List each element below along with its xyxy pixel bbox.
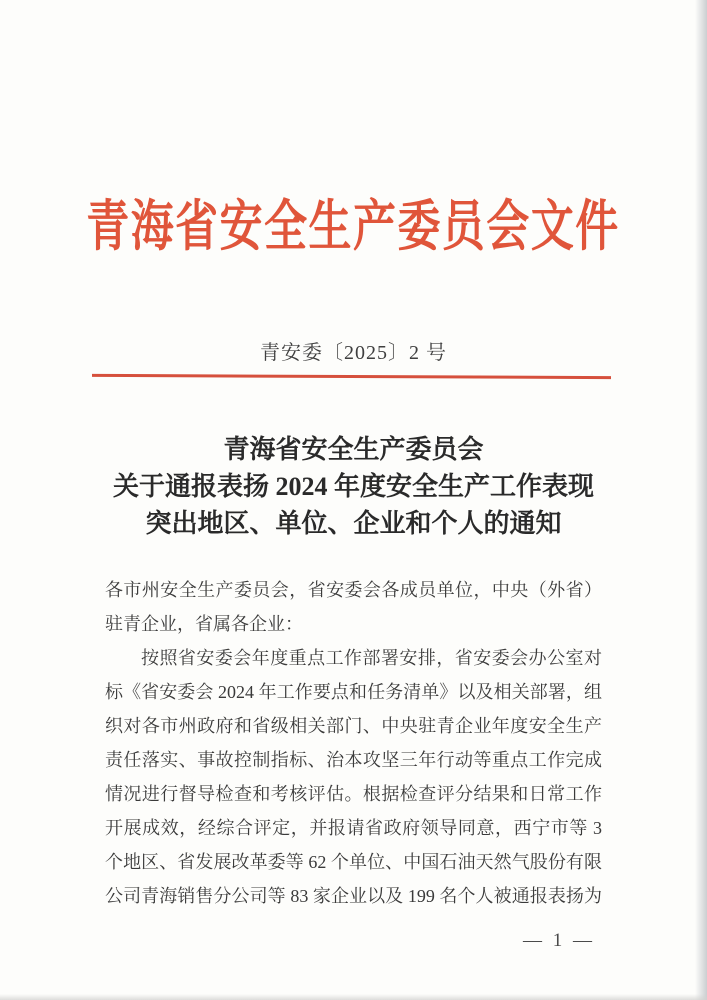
body-line-salutation-1: 各市州安全生产委员会，省安委会各成员单位，中央（外省） xyxy=(105,580,602,600)
notice-title-line-3: 突出地区、单位、企业和个人的通知 xyxy=(145,509,562,538)
body-line-paragraph-8: 公司青海销售分公司等 83 家企业以及 199 名个人被通报表扬为 xyxy=(105,886,602,906)
body-line-paragraph-5: 情况进行督导检查和考核评估。根据检查评分结果和日常工作 xyxy=(105,784,602,804)
notice-title xyxy=(0,431,707,542)
scan-edge-bottom xyxy=(0,994,707,1000)
page-number: — 1 — xyxy=(523,930,595,951)
document-number: 青安委〔2025〕2 号 xyxy=(260,342,447,364)
body-line-paragraph-4: 责任落实、事故控制指标、治本攻坚三年行动等重点工作完成 xyxy=(105,750,602,770)
notice-body xyxy=(105,573,602,913)
body-line-salutation-2: 驻青企业，省属各企业： xyxy=(105,614,303,634)
body-line-paragraph-1: 按照省安委会年度重点工作部署安排，省安委会办公室对 xyxy=(141,648,602,668)
notice-title-line-1: 青海省安全生产委员会 xyxy=(223,435,484,464)
document-header-banner xyxy=(0,194,707,260)
red-divider-rule xyxy=(92,374,611,379)
body-line-paragraph-7: 个地区、省发展改革委等 62 个单位、中国石油天然气股份有限 xyxy=(105,852,602,872)
scan-edge-right xyxy=(695,0,707,1000)
body-line-paragraph-2: 标《省安委会 2024 年工作要点和任务清单》以及相关部署，组 xyxy=(105,682,602,702)
document-header-title: 青海省安全生产委员会文件 xyxy=(86,196,621,257)
body-line-paragraph-6: 开展成效，经综合评定，并报请省政府领导同意，西宁市等 3 xyxy=(105,818,602,838)
body-line-paragraph-3: 织对各市州政府和省级相关部门、中央驻青企业年度安全生产 xyxy=(105,716,602,736)
notice-title-line-2: 关于通报表扬 2024 年度安全生产工作表现 xyxy=(112,472,594,501)
